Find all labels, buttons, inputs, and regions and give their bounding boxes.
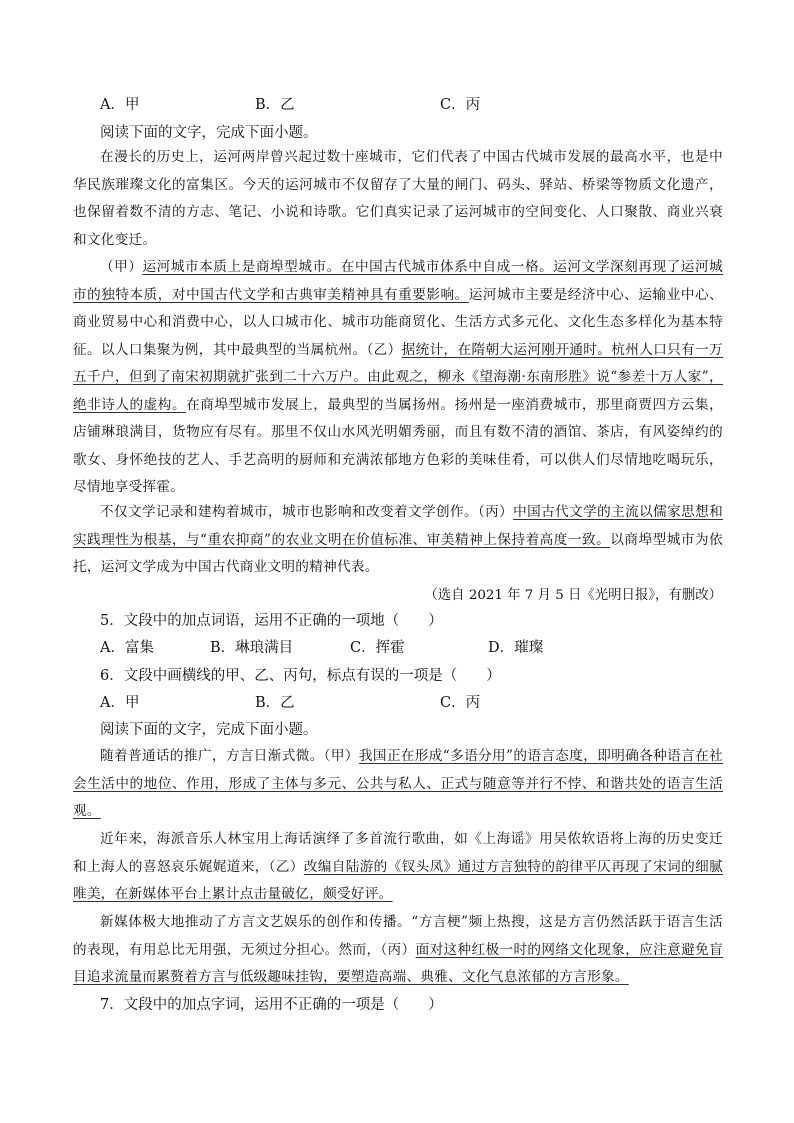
option-b[interactable]: B．乙: [255, 97, 295, 113]
q6-option-c[interactable]: C．丙: [440, 695, 481, 711]
option-a[interactable]: A．甲: [100, 97, 140, 113]
passage1-paragraph1: [73, 144, 723, 254]
question-5: 5．文段中的加点词语，运用不正确的一项地（ ）: [100, 613, 443, 629]
q6-option-b[interactable]: B．乙: [255, 695, 295, 711]
underlined-sentence-yi: 据统计，在隋朝大运河刚开通时。杭州人口只有一万五千户，但到了南宋初期就扩张到二十六万户。由此观之，柳永《望海潮·东南形胜》说“参差十万人家”，绝非诗人的虚构。: [73, 341, 723, 413]
reading-instruction: 阅读下面的文字，完成下面小题。: [100, 125, 318, 141]
question-6: 6．文段中画横线的甲、乙、丙句，标点有误的一项是（ ）: [100, 668, 501, 684]
passage2-paragraph3: [73, 909, 723, 992]
passage2-paragraph1: [73, 743, 723, 826]
underlined-sentence-bing-2: 面对这种红极一时的网络文化现象，应注意避免盲目追求流量而累赘着方言与低级趣味挂钩，要塑造高端、典雅、文化气息浓郁的方言形象。: [73, 941, 723, 985]
source-citation: （选自 2021 年 7 月 5 日《光明日报》，有删改）: [424, 588, 722, 603]
option-c[interactable]: C．丙: [440, 97, 481, 113]
q5-option-a[interactable]: A．富集: [100, 640, 154, 656]
underlined-sentence-jia-2: 我国正在形成“多语分用”的语言态度，即明确各种语言在社会生活中的地位、作用，形成了主体与多元、公共与私人、正式与随意等并行不悖、和谐共处的语言生活观。: [73, 748, 723, 819]
passage1-p2-tail: 在商埠型城市发展上，最典型的当属扬州。扬州是一座消费城市，那里商贾四方云集，店铺琳琅满目，货物应有尽有。那里不仅山水风光明媚秀丽，而且有数不清的酒馆、茶店，有风姿绰约的歌女、身怀绝技的艺人、手艺高明的厨师和充满浓郁地方色彩的美味佳肴，可以供人们尽情地吃喝玩乐，尽情地享受挥霍。: [73, 396, 723, 495]
underlined-sentence-yi-2: 改编自陆游的《钗头凤》通过方言独特的韵律平仄再现了宋词的细腻唯美，在新媒体平台上累计点击量破亿，颇受好评。: [73, 858, 723, 902]
passage2-p1-text: 随着普通话的推广，方言日渐式微。（甲）: [100, 748, 359, 764]
reading-instruction-2: 阅读下面的文字，完成下面小题。: [100, 722, 318, 738]
passage1-p2-text: 运河城市主要是经济中心、运输业中心、商业贸易中心和消费中心，以人口城市化、城市功能商贸化、生活方式多元化、文化生态多样化为基本特征。以人口集聚为例，其中最典型的当属杭州。（乙）: [73, 286, 723, 358]
underlined-sentence-jia: 运河城市本质上是商埠型城市。在中国古代城市体系中自成一格。运河文学深刻再现了运河城市的独特本质，对中国古代文学和古典审美精神具有重要影响。: [73, 259, 723, 303]
q5-option-d[interactable]: D．璀璨: [488, 640, 544, 656]
passage2-p3-text: 新媒体极大地推动了方言文艺娱乐的创作和传播。“方言梗”频上热搜，这是方言仍然活跃于语言生活的表现，有用总比无用强，无须过分担心。然而，（丙）: [73, 914, 723, 958]
passage1-paragraph3: [73, 499, 723, 582]
passage2-paragraph2: [73, 826, 723, 909]
q5-option-c[interactable]: C．挥霍: [350, 640, 405, 656]
passage1-paragraph2: [73, 254, 723, 502]
passage1-p3-text: 不仅文学记录和建构着城市，城市也影响和改变着文学创作。（丙）: [100, 504, 514, 520]
passage2-p2-text: 近年来，海派音乐人林宝用上海话演绎了多首流行歌曲，如《上海谣》用吴侬软语将上海的历史变迁和上海人的喜怒哀乐娓娓道来，（乙）: [73, 831, 723, 875]
passage1-p1-text: 在漫长的历史上，运河两岸曾兴起过数十座城市，它们代表了中国古代城市发展的最高水平，也是中华民族璀璨文化的富集区。今天的运河城市不仅留存了大量的闸门、码头、驿站、桥梁等物质文化遗产，也保留着数不清的方志、笔记、小说和诗歌。它们真实记录了运河城市的空间变化、人口聚散、商业兴衰和文化变迁。: [73, 149, 723, 248]
marker-jia: （甲）: [100, 259, 143, 275]
passage1-p3-tail: 以商埠型城市为依托，运河文学成为中国古代商业文明的精神代表。: [73, 531, 723, 575]
underlined-sentence-bing: 中国古代文学的主流以儒家思想和实践理性为根基，与“重农抑商”的农业文明在价值标准、审美精神上保持着高度一致。: [73, 504, 724, 548]
question-7: 7．文段中的加点字词，运用不正确的一项是（ ）: [100, 997, 443, 1013]
q6-option-a[interactable]: A．甲: [100, 695, 140, 711]
q5-option-b[interactable]: B．琳琅满目: [210, 640, 294, 656]
